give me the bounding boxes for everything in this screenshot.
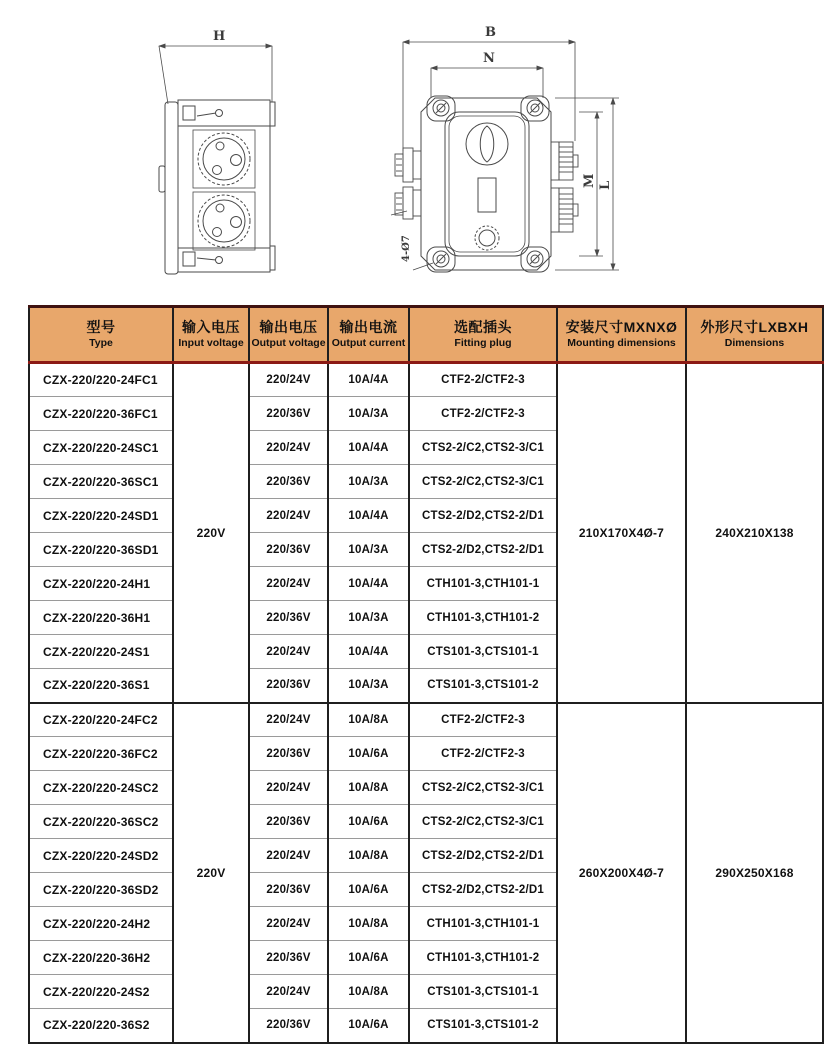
fitting-plug-cell: CTF2-2/CTF2-3	[409, 737, 557, 771]
output-current-cell: 10A/4A	[328, 363, 409, 397]
fitting-plug-cell: CTF2-2/CTF2-3	[409, 703, 557, 737]
model-cell: CZX-220/220-36S1	[29, 669, 173, 703]
model-cell: CZX-220/220-24SC2	[29, 771, 173, 805]
model-cell: CZX-220/220-36SC1	[29, 465, 173, 499]
mounting-dimensions-cell: 210X170X4Ø-7	[557, 363, 686, 703]
output-current-cell: 10A/6A	[328, 873, 409, 907]
output-voltage-cell: 220/36V	[249, 941, 328, 975]
model-cell: CZX-220/220-36FC2	[29, 737, 173, 771]
dim-label-m: M	[582, 173, 597, 188]
dim-label-h: H	[213, 29, 226, 44]
cable-gland-bottom	[391, 187, 421, 219]
fitting-plug-cell: CTS2-2/C2,CTS2-3/C1	[409, 771, 557, 805]
side-connector-bottom	[551, 188, 578, 232]
output-current-cell: 10A/6A	[328, 1009, 409, 1043]
output-voltage-cell: 220/24V	[249, 567, 328, 601]
spec-table	[28, 305, 824, 1044]
fitting-plug-cell: CTS2-2/D2,CTS2-2/D1	[409, 839, 557, 873]
header-label-en: Output current	[331, 336, 406, 349]
mounting-dimensions-cell: 260X200X4Ø-7	[557, 703, 686, 1043]
front-panel	[445, 112, 529, 256]
model-cell: CZX-220/220-36H1	[29, 601, 173, 635]
table-row	[29, 363, 823, 397]
column-header-dimensions	[686, 307, 823, 363]
spec-table-header	[29, 307, 823, 363]
column-header-fitting-plug	[409, 307, 557, 363]
output-current-cell: 10A/3A	[328, 465, 409, 499]
bottom-step	[270, 246, 275, 270]
header-label-cn: 型号	[86, 319, 116, 336]
fitting-plug-cell: CTS2-2/D2,CTS2-2/D1	[409, 873, 557, 907]
header-label-cn: 外形尺寸LXBXH	[700, 319, 809, 336]
fitting-plug-cell: CTS101-3,CTS101-1	[409, 635, 557, 669]
table-row	[29, 703, 823, 737]
top-clamp	[183, 106, 223, 120]
header-row	[29, 307, 823, 363]
fitting-plug-cell: CTS101-3,CTS101-1	[409, 975, 557, 1009]
dimensions-cell: 240X210X138	[686, 363, 823, 703]
output-voltage-cell: 220/36V	[249, 397, 328, 431]
column-header-mounting-dimensions	[557, 307, 686, 363]
output-current-cell: 10A/8A	[328, 839, 409, 873]
output-voltage-cell: 220/36V	[249, 805, 328, 839]
model-cell: CZX-220/220-24SC1	[29, 431, 173, 465]
indicator-window	[478, 178, 496, 212]
enclosure-outline	[421, 98, 551, 270]
output-voltage-cell: 220/24V	[249, 431, 328, 465]
model-cell: CZX-220/220-24FC2	[29, 703, 173, 737]
output-voltage-cell: 220/24V	[249, 839, 328, 873]
socket-bottom	[193, 192, 255, 250]
dimension-n	[431, 68, 543, 98]
output-current-cell: 10A/8A	[328, 703, 409, 737]
model-cell: CZX-220/220-36SC2	[29, 805, 173, 839]
fitting-plug-cell: CTS2-2/D2,CTS2-2/D1	[409, 499, 557, 533]
output-current-cell: 10A/8A	[328, 771, 409, 805]
fitting-plug-cell: CTS101-3,CTS101-2	[409, 1009, 557, 1043]
model-cell: CZX-220/220-24SD2	[29, 839, 173, 873]
output-current-cell: 10A/3A	[328, 601, 409, 635]
input-voltage-cell: 220V	[173, 363, 249, 703]
output-voltage-cell: 220/24V	[249, 635, 328, 669]
output-voltage-cell: 220/24V	[249, 771, 328, 805]
dimension-h	[159, 46, 272, 104]
output-voltage-cell: 220/36V	[249, 669, 328, 703]
cable-gland-top	[395, 148, 421, 182]
output-current-cell: 10A/4A	[328, 635, 409, 669]
output-voltage-cell: 220/24V	[249, 363, 328, 397]
output-current-cell: 10A/8A	[328, 975, 409, 1009]
fitting-plug-cell: CTH101-3,CTH101-1	[409, 907, 557, 941]
header-label-en: Type	[89, 336, 113, 349]
header-label-cn: 安装尺寸MXNXØ	[565, 319, 678, 336]
fitting-plug-cell: CTH101-3,CTH101-1	[409, 567, 557, 601]
column-header-model	[29, 307, 173, 363]
fitting-plug-cell: CTS2-2/C2,CTS2-3/C1	[409, 805, 557, 839]
header-label-cn: 输出电流	[339, 319, 398, 336]
header-label-en: Input voltage	[178, 336, 244, 349]
output-current-cell: 10A/6A	[328, 941, 409, 975]
front-view-drawing	[383, 18, 635, 300]
dimensions-cell: 290X250X168	[686, 703, 823, 1043]
output-voltage-cell: 220/36V	[249, 601, 328, 635]
round-button	[475, 226, 499, 250]
dim-label-n: N	[483, 51, 495, 66]
dim-label-b: B	[485, 25, 496, 40]
input-voltage-cell: 220V	[173, 703, 249, 1043]
output-current-cell: 10A/8A	[328, 907, 409, 941]
column-header-output-voltage	[249, 307, 328, 363]
column-header-input-voltage	[173, 307, 249, 363]
output-voltage-cell: 220/36V	[249, 737, 328, 771]
column-header-output-current	[328, 307, 409, 363]
model-cell: CZX-220/220-36H2	[29, 941, 173, 975]
model-cell: CZX-220/220-36SD2	[29, 873, 173, 907]
model-cell: CZX-220/220-36S2	[29, 1009, 173, 1043]
model-cell: CZX-220/220-24SD1	[29, 499, 173, 533]
output-voltage-cell: 220/24V	[249, 703, 328, 737]
output-current-cell: 10A/4A	[328, 567, 409, 601]
flange-plate	[165, 102, 178, 274]
model-cell: CZX-220/220-24H2	[29, 907, 173, 941]
top-step	[270, 102, 275, 126]
model-cell: CZX-220/220-24FC1	[29, 363, 173, 397]
header-label-en: Mounting dimensions	[567, 336, 676, 349]
holes-callout-label: 4-Ø7	[401, 235, 412, 262]
output-voltage-cell: 220/36V	[249, 465, 328, 499]
fitting-plug-cell: CTH101-3,CTH101-2	[409, 601, 557, 635]
header-label-en: Output voltage	[251, 336, 326, 349]
technical-drawings	[0, 0, 830, 300]
model-cell: CZX-220/220-24S1	[29, 635, 173, 669]
flange-tab	[159, 166, 165, 192]
model-cell: CZX-220/220-36SD1	[29, 533, 173, 567]
side-connector-top	[551, 142, 578, 180]
output-current-cell: 10A/3A	[328, 533, 409, 567]
fitting-plug-cell: CTS2-2/C2,CTS2-3/C1	[409, 465, 557, 499]
output-voltage-cell: 220/36V	[249, 533, 328, 567]
side-view-drawing	[145, 18, 330, 300]
header-label-cn: 输入电压	[182, 319, 240, 336]
output-voltage-cell: 220/24V	[249, 499, 328, 533]
dim-label-l: L	[598, 180, 613, 190]
socket-top	[193, 130, 255, 188]
output-current-cell: 10A/6A	[328, 737, 409, 771]
spec-table-body	[29, 363, 823, 1043]
header-label-cn: 选配插头	[454, 319, 512, 336]
output-current-cell: 10A/4A	[328, 499, 409, 533]
output-voltage-cell: 220/24V	[249, 907, 328, 941]
output-voltage-cell: 220/36V	[249, 1009, 328, 1043]
output-current-cell: 10A/4A	[328, 431, 409, 465]
header-label-cn: 输出电压	[259, 319, 318, 336]
header-label-en: Dimensions	[724, 336, 785, 349]
fitting-plug-cell: CTF2-2/CTF2-3	[409, 363, 557, 397]
header-label-en: Fitting plug	[454, 336, 512, 349]
output-current-cell: 10A/6A	[328, 805, 409, 839]
model-cell: CZX-220/220-24S2	[29, 975, 173, 1009]
model-cell: CZX-220/220-36FC1	[29, 397, 173, 431]
output-voltage-cell: 220/24V	[249, 975, 328, 1009]
fitting-plug-cell: CTS2-2/C2,CTS2-3/C1	[409, 431, 557, 465]
output-current-cell: 10A/3A	[328, 669, 409, 703]
model-cell: CZX-220/220-24H1	[29, 567, 173, 601]
output-voltage-cell: 220/36V	[249, 873, 328, 907]
output-current-cell: 10A/3A	[328, 397, 409, 431]
fitting-plug-cell: CTS2-2/D2,CTS2-2/D1	[409, 533, 557, 567]
fitting-plug-cell: CTS101-3,CTS101-2	[409, 669, 557, 703]
fitting-plug-cell: CTH101-3,CTH101-2	[409, 941, 557, 975]
fitting-plug-cell: CTF2-2/CTF2-3	[409, 397, 557, 431]
bottom-clamp	[183, 252, 223, 266]
rotary-switch	[466, 123, 508, 165]
